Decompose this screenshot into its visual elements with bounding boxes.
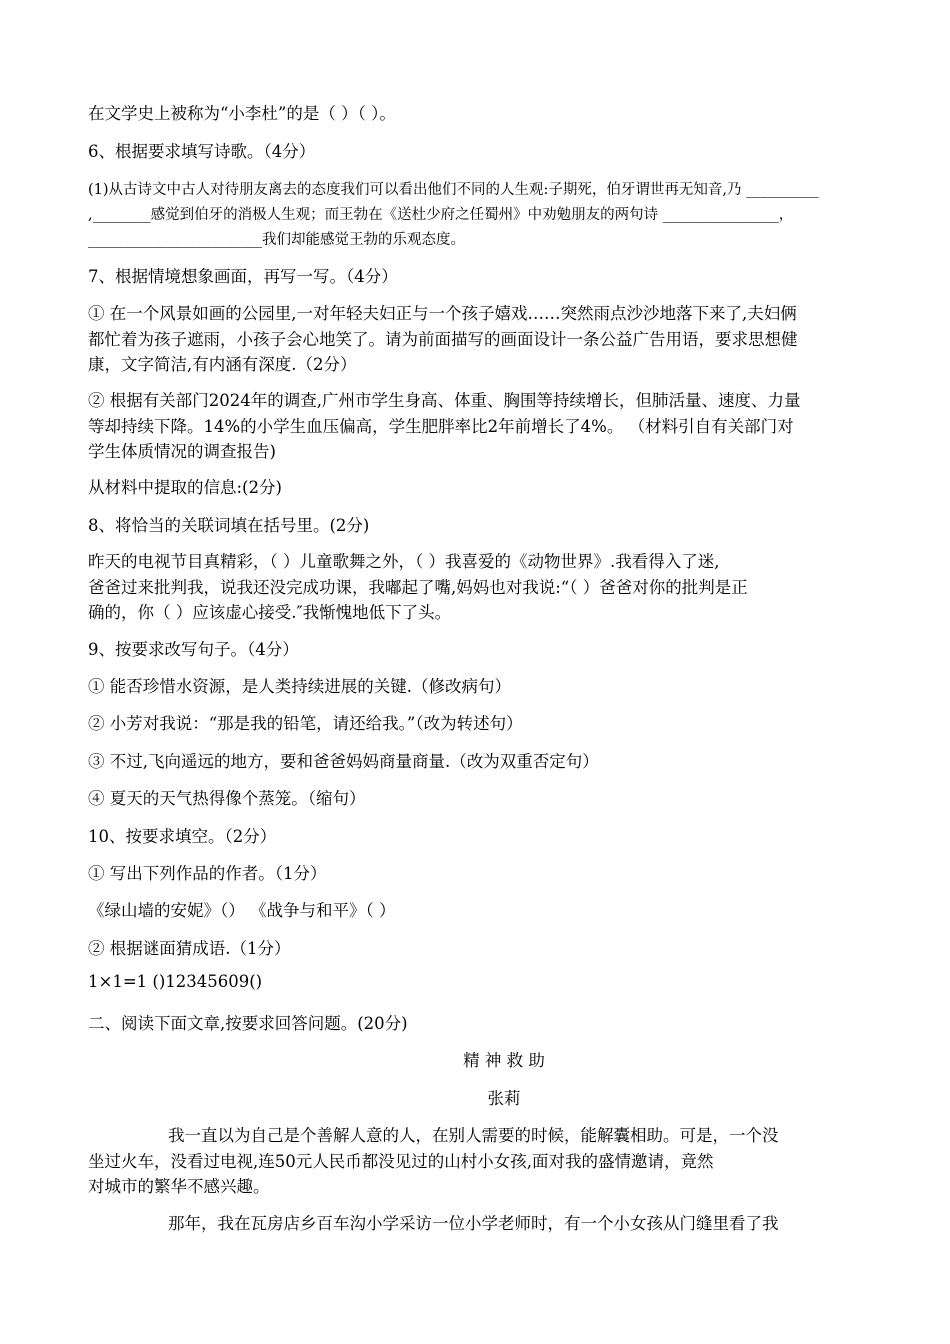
question-8-heading: 8、将恰当的关联词填在括号里。(2分) [88, 516, 370, 535]
article-author: 张莉 [487, 1089, 521, 1108]
section-two-heading: 二、阅读下面文章,按要求回答问题。(20分) [88, 1014, 408, 1033]
text-line: 学生体质情况的调查报告) [88, 442, 276, 461]
text-line: ② 根据谜面猜成语.（1分） [88, 939, 291, 958]
question-7-heading: 7、根据情境想象画面，再写一写。（4分） [88, 267, 398, 286]
text-line: ③ 不过,飞向遥远的地方，要和爸爸妈妈商量商量.（改为双重否定句） [88, 752, 599, 771]
text-line: ④ 夏天的天气热得像个蒸笼。（缩句） [88, 789, 366, 808]
article-paragraph-line: 那年，我在瓦房店乡百车沟小学采访一位小学老师时，有一个小女孩从门缝里看了我 [168, 1214, 779, 1233]
question-6-heading: 6、根据要求填写诗歌。（4分） [88, 142, 316, 161]
article-paragraph-line: 对城市的繁华不感兴趣。 [88, 1177, 270, 1196]
text-line: ① 能否珍惜水资源，是人类持续进展的关键.（修改病句） [88, 677, 511, 696]
text-line: 1×1=1 ()12345609() [88, 972, 263, 991]
text-line: 等却持续下降。14%的小学生血压偏高，学生肥胖率比2年前增长了4%。 （材料引自有关部门对 [88, 417, 794, 436]
text-line: 在文学史上被称为“小李杜”的是（ ）（ ）。 [88, 104, 396, 123]
article-title: 精 神 救 助 [463, 1051, 545, 1070]
text-line: 确的，你（ ）应该虚心接受.″我惭愧地低下了头。 [88, 603, 452, 622]
text-line: 《绿山墙的安妮》（） 《战争与和平》（ ） [88, 901, 396, 920]
article-paragraph-line: 我一直以为自己是个善解人意的人，在别人需要的时候，能解囊相助。可是，一个没 [168, 1126, 779, 1145]
text-line: 康，文字简洁,有内涵有深度.（2分） [88, 355, 357, 374]
question-9-heading: 9、按要求改写句子。（4分） [88, 640, 299, 659]
question-10-heading: 10、按要求填空。（2分） [88, 827, 277, 846]
text-line: ① 在一个风景如画的公园里,一对年轻夫妇正与一个孩子嬉戏……突然雨点沙沙地落下来了,夫妇俩 [88, 304, 797, 323]
text-line: (1)从古诗文中古人对待朋友离去的态度我们可以看出他们不同的人生观:子期死，伯牙谓世再无知音,乃 __________ [88, 182, 819, 198]
text-line: 爸爸过来批判我，说我还没完成功课，我嘟起了嘴,妈妈也对我说:“（ ）爸爸对你的批判是正 [88, 578, 748, 597]
text-line: ① 写出下列作品的作者。（1分） [88, 864, 327, 883]
text-line: 都忙着为孩子遮雨，小孩子会心地笑了。请为前面描写的画面设计一条公益广告用语，要求思想健 [88, 330, 798, 349]
text-line: ② 小芳对我说：“那是我的铅笔，请还给我。”（改为转述句） [88, 714, 523, 733]
text-line: ,________感觉到伯牙的消极人生观；而王勃在《送杜少府之任蜀州》中劝勉朋友的两句诗 ________________， [88, 207, 794, 223]
text-line: ② 根据有关部门2024年的调查,广州市学生身高、体重、胸围等持续增长，但肺活量、速度、力量 [88, 391, 801, 410]
text-line: 从材料中提取的信息:(2分) [88, 478, 282, 497]
article-paragraph-line: 坐过火车，没看过电视,连50元人民币都没见过的山村小女孩,面对我的盛情邀请，竟然 [88, 1152, 714, 1171]
text-line: 昨天的电视节目真精彩，（ ）儿童歌舞之外，（ ）我喜爱的《动物世界》.我看得入了迷, [88, 552, 720, 571]
text-line: ________________________我们却能感觉王勃的乐观态度。 [88, 232, 465, 248]
